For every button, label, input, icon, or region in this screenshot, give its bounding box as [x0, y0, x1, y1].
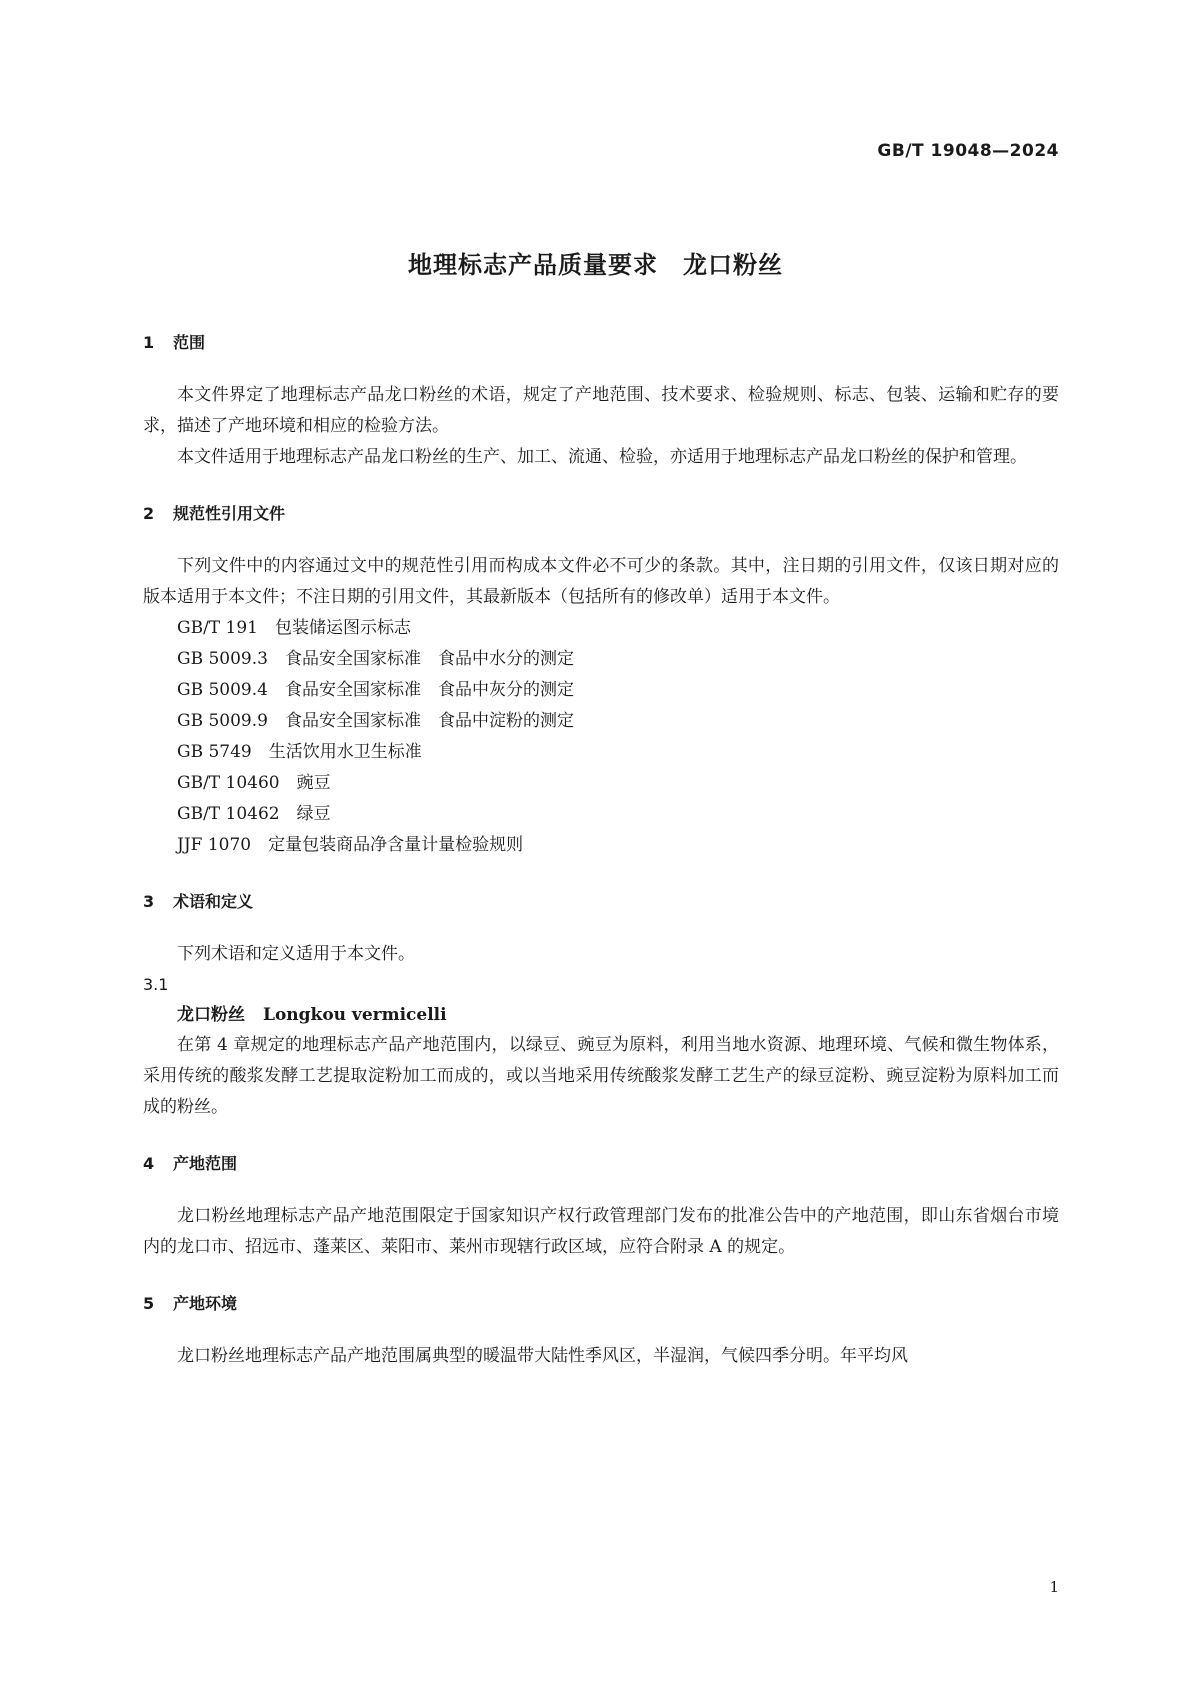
section-title: 术语和定义: [173, 892, 254, 911]
term-definition: 在第 4 章规定的地理标志产品产地范围内，以绿豆、豌豆为原料，利用当地水资源、地理环境、气候和微生物体系，采用传统的酸浆发酵工艺提取淀粉加工而成的，或以当地采用传统酸浆发酵工艺生产的绿豆淀粉、豌豆淀粉为原料加工而成的粉丝。: [143, 1035, 1059, 1117]
paragraph: 龙口粉丝地理标志产品产地范围属典型的暖温带大陆性季风区，半湿润，气候四季分明。年平均风: [177, 1346, 908, 1366]
reference-item: GB/T 191 包装储运图示标志: [177, 618, 411, 638]
section-title: 范围: [173, 333, 206, 352]
term-name-en: Longkou vermicelli: [263, 1005, 447, 1025]
section-number: 2: [143, 504, 155, 523]
document-title: 地理标志产品质量要求 龙口粉丝: [408, 251, 783, 279]
section-heading-scope: [143, 332, 1059, 354]
section-title: 产地环境: [173, 1294, 238, 1313]
section-heading-normative-references: [143, 503, 1059, 525]
paragraph: 下列术语和定义适用于本文件。: [177, 944, 415, 964]
document-body: [143, 332, 1059, 1372]
reference-item: GB 5009.9 食品安全国家标准 食品中淀粉的测定: [177, 711, 574, 731]
term-number: 3.1: [143, 975, 169, 994]
term-name: [143, 1000, 1059, 1030]
paragraph: 本文件界定了地理标志产品龙口粉丝的术语，规定了产地范围、技术要求、检验规则、标志、包装、运输和贮存的要求，描述了产地环境和相应的检验方法。: [143, 385, 1059, 436]
paragraph: 龙口粉丝地理标志产品产地范围限定于国家知识产权行政管理部门发布的批准公告中的产地范围，即山东省烟台市境内的龙口市、招远市、蓬莱区、莱阳市、莱州市现辖行政区域，应符合附录 A 的规定。: [143, 1206, 1059, 1257]
section-number: 3: [143, 892, 155, 911]
paragraph: 下列文件中的内容通过文中的规范性引用而构成本文件必不可少的条款。其中，注日期的引用文件，仅该日期对应的版本适用于本文件；不注日期的引用文件，其最新版本（包括所有的修改单）适用于本文件。: [143, 556, 1059, 607]
reference-item: GB/T 10462 绿豆: [177, 804, 331, 824]
section-heading-production-area: [143, 1153, 1059, 1175]
section-heading-production-environment: [143, 1293, 1059, 1315]
standard-code: GB/T 19048—2024: [877, 141, 1059, 161]
reference-item: JJF 1070 定量包装商品净含量计量检验规则: [177, 835, 524, 855]
term-name-zh: 龙口粉丝: [177, 1005, 245, 1025]
section-heading-terms-definitions: [143, 891, 1059, 913]
reference-list: [143, 613, 1059, 861]
reference-item: GB 5749 生活饮用水卫生标准: [177, 742, 422, 762]
section-number: 5: [143, 1294, 155, 1313]
reference-item: GB/T 10460 豌豆: [177, 773, 331, 793]
page-number: 1: [1049, 1578, 1059, 1596]
section-number: 4: [143, 1154, 155, 1173]
reference-item: GB 5009.3 食品安全国家标准 食品中水分的测定: [177, 649, 574, 669]
reference-item: GB 5009.4 食品安全国家标准 食品中灰分的测定: [177, 680, 574, 700]
section-title: 规范性引用文件: [173, 504, 286, 523]
section-number: 1: [143, 333, 155, 352]
section-title: 产地范围: [173, 1154, 238, 1173]
paragraph: 本文件适用于地理标志产品龙口粉丝的生产、加工、流通、检验，亦适用于地理标志产品龙口粉丝的保护和管理。: [177, 447, 1027, 467]
